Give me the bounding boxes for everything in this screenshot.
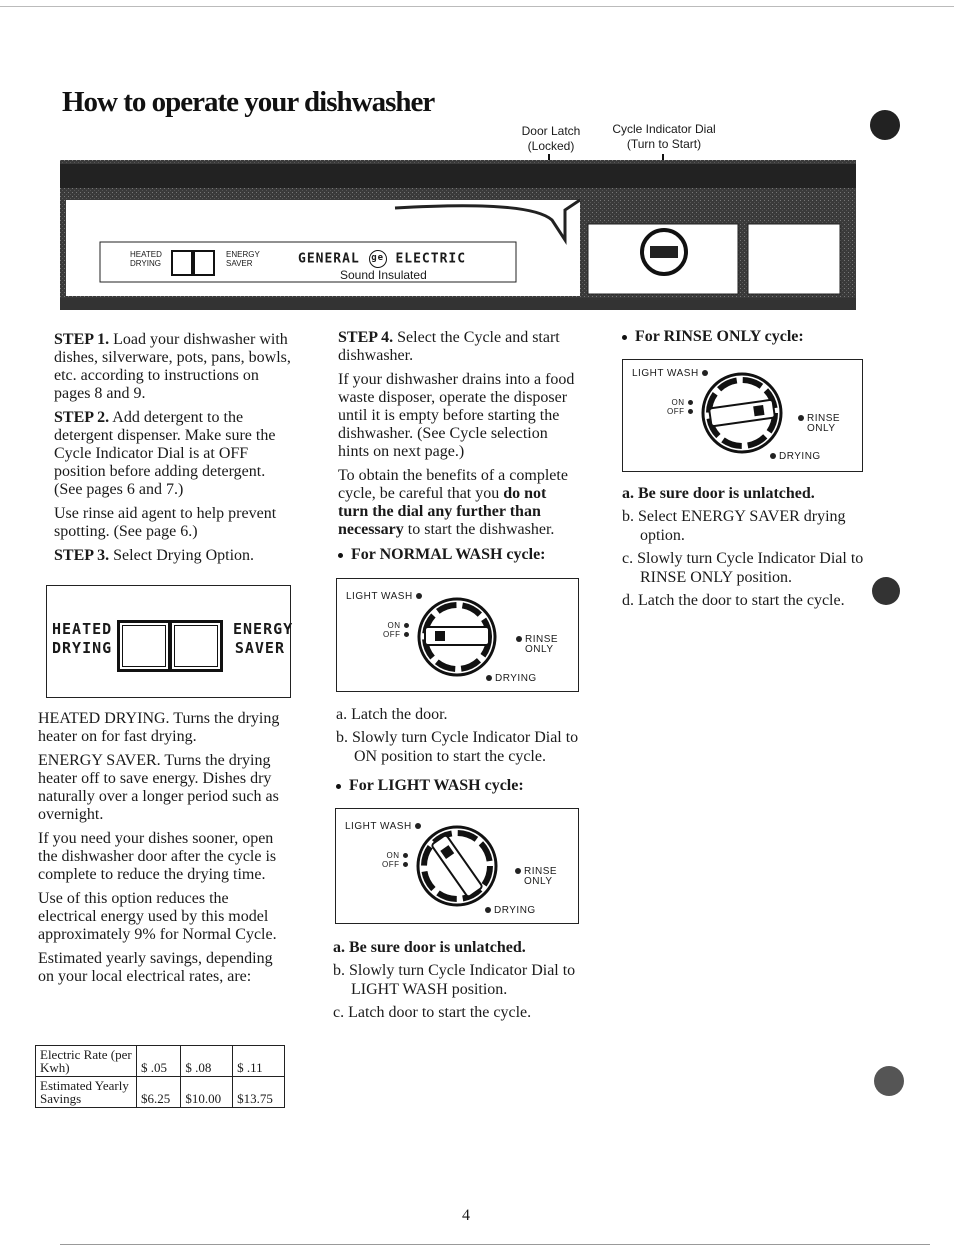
on-line xyxy=(382,851,411,860)
only-line: ONLY xyxy=(524,876,553,887)
sooner-desc: If you need your dishes sooner, open the dishwasher door after the cycle is complete to reduce the drying time. xyxy=(38,830,277,883)
step2-label: STEP 2. xyxy=(54,409,110,426)
label-text: LIGHT WASH xyxy=(345,821,412,832)
drying-descriptions xyxy=(38,710,290,992)
label-text: RINSE xyxy=(524,866,558,877)
energy-saver-button[interactable] xyxy=(169,620,223,672)
callout-line: (Turn to Start) xyxy=(626,137,702,151)
step2 xyxy=(54,409,294,499)
sound-insulated-label: Sound Insulated xyxy=(340,268,427,282)
bullet-icon xyxy=(336,784,341,789)
label-text: RINSE xyxy=(807,413,841,424)
indicator-dot-icon xyxy=(688,409,693,414)
step4-label: STEP 4. xyxy=(338,329,394,346)
label-text: RINSE xyxy=(525,634,559,645)
light-wash-steps xyxy=(333,938,581,1026)
rinse-aid-note: Use rinse aid agent to help prevent spotting. (See page 6.) xyxy=(54,505,277,540)
step1-label: STEP 1. xyxy=(54,331,110,348)
binder-hole xyxy=(870,110,900,140)
panel-label-line: ENERGY xyxy=(226,250,260,259)
only-line: ONLY xyxy=(525,644,554,655)
label-text: DRYING xyxy=(779,451,821,462)
label-text: OFF xyxy=(383,630,401,639)
control-panel-illustration xyxy=(60,160,856,310)
label-text: LIGHT WASH xyxy=(346,591,413,602)
energy-saver-desc: ENERGY SAVER. Turns the drying heater off to save energy. Dishes dry naturally over a longer period such as overnight. xyxy=(38,752,279,823)
indicator-dot-icon xyxy=(485,907,491,913)
step3 xyxy=(54,547,294,565)
savings-table xyxy=(35,1045,285,1108)
cycle-dial-callout xyxy=(604,122,724,152)
panel-energy-label xyxy=(226,250,260,268)
label-text: OFF xyxy=(382,860,400,869)
cycle-dial[interactable] xyxy=(417,597,497,677)
column-2 xyxy=(338,329,578,545)
heated-drying-button[interactable] xyxy=(117,620,171,672)
bullet-icon xyxy=(338,553,343,558)
option-energy-label xyxy=(233,620,294,658)
off-line xyxy=(382,860,411,869)
dial-drawing xyxy=(416,825,498,907)
dial-drawing xyxy=(417,597,497,677)
normal-wash-steps xyxy=(336,705,580,770)
normal-wash-heading xyxy=(338,546,546,564)
table-cell: $ .08 xyxy=(181,1046,233,1077)
drying-option-box xyxy=(46,585,294,698)
step2-text: Add detergent to the detergent dispenser. Make sure the Cycle Indicator Dial is at OFF position before adding detergent. (See pages 6 and 7.) xyxy=(54,409,276,498)
panel-label-line: HEATED xyxy=(130,250,162,259)
label-text: DRYING xyxy=(495,673,537,684)
step4 xyxy=(338,329,578,365)
indicator-dot-icon xyxy=(688,400,693,405)
list-item: d. Latch the door to start the cycle. xyxy=(622,592,845,609)
bullet-icon xyxy=(622,335,627,340)
option-label-line: SAVER xyxy=(234,639,285,657)
only-line: ONLY xyxy=(807,423,836,434)
indicator-dot-icon xyxy=(770,453,776,459)
benefits-b: do not turn the dial any further than necessary xyxy=(338,485,547,538)
normal-wash-dial-diagram xyxy=(336,578,579,692)
list-item: b. Slowly turn Cycle Indicator Dial to LIGHT WASH position. xyxy=(333,962,576,998)
dial-rinse-only-label xyxy=(795,414,840,434)
scan-edge-bottom xyxy=(60,1244,930,1245)
indicator-dot-icon xyxy=(798,415,804,421)
dial-on-off-label xyxy=(383,621,412,639)
label-text: ON xyxy=(387,621,401,630)
disposer-note: If your dishwasher drains into a food waste disposer, operate the disposer until it is empty before starting the dishwasher. (See Cycle selection hints on next page.) xyxy=(338,371,575,460)
indicator-dot-icon xyxy=(516,636,522,642)
callout-line: Door Latch xyxy=(521,124,581,138)
dial-light-wash-label xyxy=(345,821,424,832)
option-label-line: DRYING xyxy=(52,639,113,657)
table-row xyxy=(36,1077,285,1108)
benefits-note xyxy=(338,467,578,539)
step1 xyxy=(54,331,294,403)
control-panel-drawing xyxy=(60,160,856,310)
indicator-dot-icon xyxy=(404,632,409,637)
dial-rinse-only-label xyxy=(512,867,557,887)
off-line xyxy=(383,630,412,639)
benefits-c: to start the dishwasher. xyxy=(403,521,555,538)
table-cell: $10.00 xyxy=(181,1077,233,1108)
on-line xyxy=(383,621,412,630)
indicator-dot-icon xyxy=(486,675,492,681)
binder-hole xyxy=(874,1066,904,1096)
dial-light-wash-label xyxy=(632,368,711,379)
door-latch-callout xyxy=(512,124,590,154)
cycle-dial[interactable] xyxy=(416,825,498,907)
step3-label: STEP 3. xyxy=(54,547,110,564)
table-cell: $6.25 xyxy=(137,1077,181,1108)
brand-left: GENERAL xyxy=(298,251,360,267)
option-heated-label xyxy=(52,620,112,658)
label-text: DRYING xyxy=(494,905,536,916)
binder-hole xyxy=(872,577,900,605)
rinse-only-steps xyxy=(622,484,868,614)
dial-drying-label xyxy=(483,673,537,684)
page-title: How to operate your dishwasher xyxy=(62,86,435,118)
table-cell: $ .05 xyxy=(137,1046,181,1077)
option-label-line: ENERGY xyxy=(233,620,294,638)
brand-right: ELECTRIC xyxy=(395,251,467,267)
brand-wordmark xyxy=(298,250,466,268)
off-line xyxy=(667,407,696,416)
on-line xyxy=(667,398,696,407)
cycle-dial[interactable] xyxy=(701,372,783,454)
list-item: b. Select ENERGY SAVER drying option. xyxy=(622,508,846,544)
table-cell: $13.75 xyxy=(233,1077,285,1108)
list-item: b. Slowly turn Cycle Indicator Dial to ON position to start the cycle. xyxy=(336,729,579,765)
reduce-desc: Use of this option reduces the electrical energy used by this model approximately 9% for Normal Cycle. xyxy=(38,890,277,943)
table-row xyxy=(36,1046,285,1077)
benefits-a: To obtain the benefits of a complete cycle, be careful that you xyxy=(338,467,568,502)
step4-text: Select the Cycle and start dishwasher. xyxy=(338,329,560,364)
column-1 xyxy=(54,331,294,571)
dial-light-wash-label xyxy=(346,591,425,602)
dial-rinse-only-label xyxy=(513,635,558,655)
rinse-only-dial-diagram xyxy=(622,359,863,472)
step1-text: Load your dishwasher with dishes, silverware, pots, pans, bowls, etc. according to instructions on pages 8 and 9. xyxy=(54,331,291,402)
dial-drying-label xyxy=(482,905,536,916)
label-text: OFF xyxy=(667,407,685,416)
indicator-dot-icon xyxy=(404,623,409,628)
heated-drying-desc: HEATED DRYING. Turns the drying heater on for fast drying. xyxy=(38,710,280,745)
label-text: ON xyxy=(671,398,685,407)
estimated-desc: Estimated yearly savings, depending on your local electrical rates, are: xyxy=(38,950,273,985)
ge-logo-icon: ge xyxy=(369,250,387,268)
light-wash-heading xyxy=(336,777,524,795)
dial-on-off-label xyxy=(382,851,411,869)
indicator-dot-icon xyxy=(515,868,521,874)
table-cell: Electric Rate (per Kwh) xyxy=(36,1046,137,1077)
list-item: c. Latch door to start the cycle. xyxy=(333,1004,532,1021)
dial-on-off-label xyxy=(667,398,696,416)
page-number: 4 xyxy=(462,1207,470,1224)
dial-drying-label xyxy=(767,451,821,462)
list-item: a. Latch the door. xyxy=(336,706,448,723)
heading-text: For LIGHT WASH cycle: xyxy=(349,777,524,794)
light-wash-dial-diagram xyxy=(335,808,579,924)
callout-line: (Locked) xyxy=(527,139,575,153)
label-text: ON xyxy=(386,851,400,860)
table-cell: Estimated Yearly Savings xyxy=(36,1077,137,1108)
dial-drawing xyxy=(701,372,783,454)
table-cell: $ .11 xyxy=(233,1046,285,1077)
indicator-dot-icon xyxy=(403,853,408,858)
step3-text: Select Drying Option. xyxy=(109,547,255,564)
indicator-dot-icon xyxy=(403,862,408,867)
list-item: c. Slowly turn Cycle Indicator Dial to RINSE ONLY position. xyxy=(622,550,864,586)
list-item: a. Be sure door is unlatched. xyxy=(333,939,526,956)
rinse-only-heading xyxy=(622,328,804,346)
list-item: a. Be sure door is unlatched. xyxy=(622,485,815,502)
scan-edge-top xyxy=(0,6,954,7)
panel-label-line: SAVER xyxy=(226,259,253,268)
panel-heated-label xyxy=(130,250,162,268)
heading-text: For RINSE ONLY cycle: xyxy=(635,328,804,345)
label-text: LIGHT WASH xyxy=(632,368,699,379)
option-label-line: HEATED xyxy=(52,620,113,638)
panel-label-line: DRYING xyxy=(130,259,161,268)
heading-text: For NORMAL WASH cycle: xyxy=(351,546,546,563)
callout-line: Cycle Indicator Dial xyxy=(612,122,716,136)
